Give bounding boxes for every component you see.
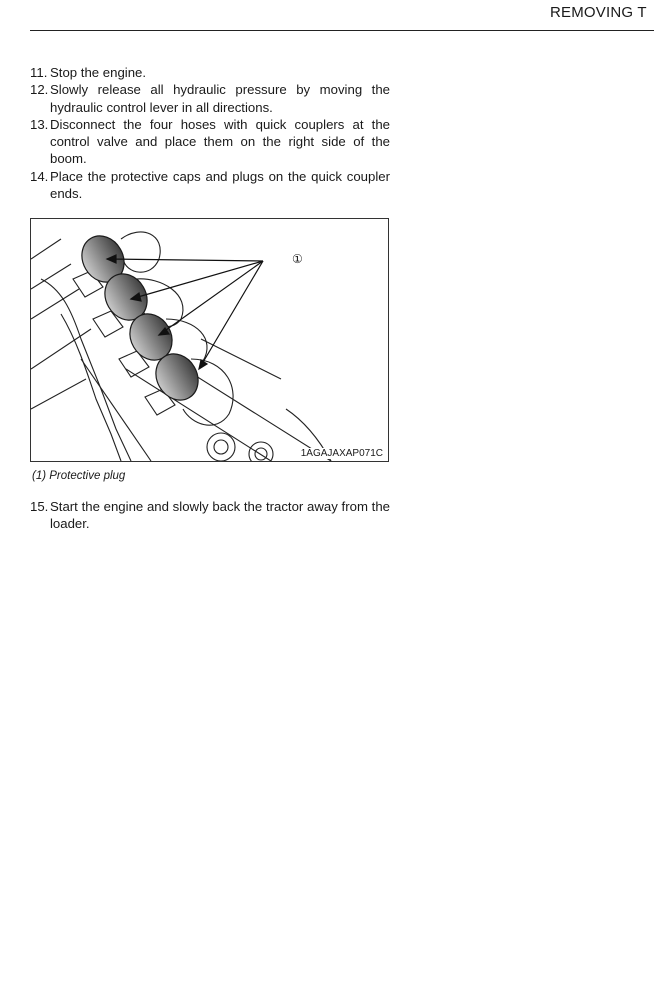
step-number: 11.	[30, 65, 48, 80]
header-rule	[30, 30, 654, 31]
step-14	[30, 168, 390, 203]
step-text: Start the engine and slowly back the tractor away from the loader.	[50, 499, 390, 532]
callout-number: ①	[292, 252, 303, 266]
step-text: Stop the engine.	[50, 65, 147, 80]
step-12	[30, 81, 390, 116]
step-number: 12.	[30, 82, 49, 98]
step-number: 15.	[30, 499, 49, 514]
step-13	[30, 116, 390, 168]
coupler-drawing	[31, 219, 388, 461]
step-15	[30, 498, 390, 533]
figure-id: 1AGAJAXAP071C	[300, 448, 383, 459]
steps-list	[30, 64, 390, 202]
step-text: Disconnect the four hoses with quick couplers at the control valve and place them on the right side of the boom.	[50, 116, 390, 167]
coupler-illustration	[30, 218, 389, 462]
figure-caption: (1) Protective plug	[32, 470, 126, 482]
step-number: 14.	[30, 168, 49, 184]
step-11	[30, 64, 390, 81]
step-text: Slowly release all hydraulic pressure by moving the hydraulic control lever in all directions.	[50, 82, 390, 115]
page-header-title: REMOVING T	[550, 4, 647, 21]
step-text: Place the protective caps and plugs on the quick coupler ends.	[50, 168, 390, 202]
step-number: 13.	[30, 116, 49, 132]
